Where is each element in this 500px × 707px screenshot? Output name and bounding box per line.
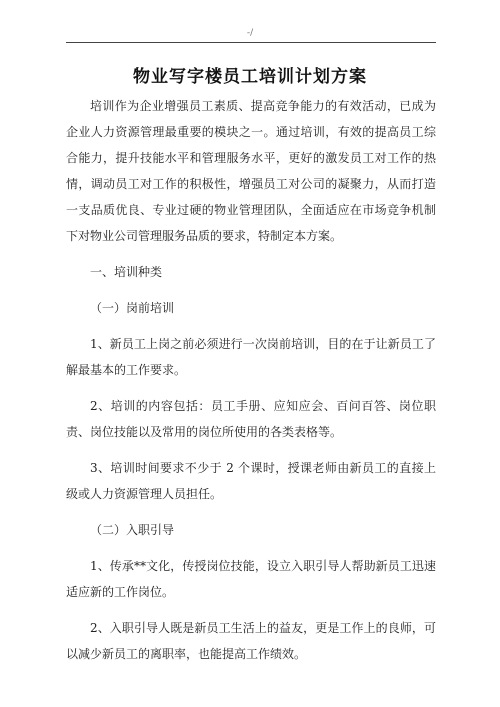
pre-job-item-1: 1、新员工上岗之前必须进行一次岗前培训，目的在于让新员工了解最基本的工作要求。: [66, 337, 436, 377]
pre-job-item-2: 2、培训的内容包括：员工手册、应知应会、百问百答、岗位职责、岗位技能以及常用的岗位所使用的各类表格等。: [66, 399, 436, 439]
document-title: 物业写字楼员工培训计划方案: [133, 67, 367, 87]
subsection-heading-onboarding: （二）入职引导: [90, 523, 175, 537]
onboarding-item-2: 2、入职引导人既是新员工生活上的益友，更是工作上的良师，可以减少新员工的离职率，也能提高工作绩效。: [66, 621, 436, 661]
header-mark: -/: [246, 28, 254, 38]
section-heading-training-types: 一、培训种类: [90, 265, 163, 279]
pre-job-item-3: 3、培训时间要求不少于 2 个课时，授课老师由新员工的直接上级或人力资源管理人员担任。: [66, 461, 436, 501]
intro-paragraph: 培训作为企业增强员工素质、提高竞争能力的有效活动，已成为企业人力资源管理最重要的模块之一。通过培训，有效的提高员工综合能力，提升技能水平和管理服务水平，更好的激发员工对工作的热情，调动员工对工作的积极性，增强员工对公司的凝聚力，从而打造一支品质优良、专业过硬的物业管理团队，全面适应在市场竞争机制下对物业公司管理服务品质的要求，特制定本方案。: [66, 99, 436, 243]
subsection-heading-pre-job: （一）岗前培训: [90, 301, 175, 315]
onboarding-item-1: 1、传承**文化，传授岗位技能，设立入职引导人帮助新员工迅速适应新的工作岗位。: [66, 559, 436, 599]
document-body: [66, 93, 436, 677]
header-rule: [66, 42, 436, 43]
